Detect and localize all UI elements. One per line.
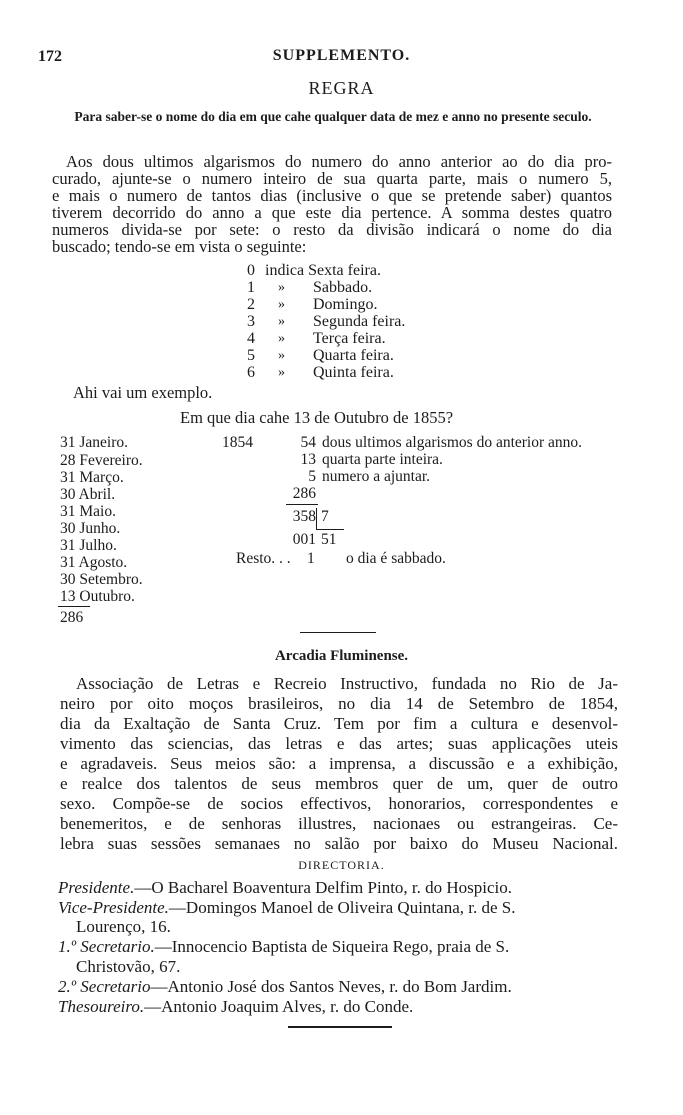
month-entry: 31 Agosto. (60, 554, 128, 571)
calc-value: 5 (308, 468, 316, 485)
division-bracket (316, 508, 317, 530)
ditto-mark: » (278, 365, 285, 380)
paragraph-line: Associação de Letras e Recreio Instructivo, fundada no Rio de Ja- (76, 674, 618, 693)
sum-rule (58, 606, 90, 607)
calc-value: 54 (300, 434, 316, 451)
calc-note: dous ultimos algarismos do anterior anno. (322, 434, 583, 451)
paragraph-line: curado, ajunte-se o numero inteiro de sua quarta parte, mais o numero 5, (52, 169, 612, 188)
member-text: Christovão, 67. (76, 957, 181, 976)
month-entry: 30 Junho. (60, 520, 121, 537)
example-question: Em que dia cahe 13 de Outubro de 1855? (180, 408, 454, 427)
weekday-name: Segunda feira. (313, 313, 406, 330)
section-subtitle-regra: Para saber-se o nome do dia em que cahe qualquer data de mez e anno no presente seculo. (74, 109, 592, 124)
directoria-entry (76, 917, 636, 937)
paragraph-line: Aos dous ultimos algarismos do numero do anno anterior ao do dia pro- (66, 152, 612, 171)
member-text: —Innocencio Baptista de Siqueira Rego, praia de S. (154, 937, 510, 956)
month-entry: 30 Setembro. (60, 571, 143, 588)
calc-value: 286 (292, 485, 316, 502)
calc-note: numero a ajuntar. (322, 468, 431, 485)
ditto-mark: » (278, 297, 285, 312)
section-divider (300, 632, 376, 633)
paragraph-line: lebra suas sessões semanaes no salão por baixo do Museu Nacional. (60, 834, 618, 853)
weekday-number: 3 (247, 313, 255, 330)
directoria-entry (58, 878, 618, 898)
month-entry: 31 Janeiro. (60, 434, 129, 451)
role-label: 1.º Secretario. (58, 937, 155, 956)
calc-year: 1854 (222, 434, 253, 451)
weekday-name: Sabbado. (313, 279, 373, 296)
month-total: 286 (60, 609, 84, 626)
weekday-number: 1 (247, 279, 255, 296)
member-text: —Domingos Manoel de Oliveira Quintana, r. de S. (168, 898, 516, 917)
calc-note: quarta parte inteira. (322, 451, 443, 468)
weekday-name: Terça feira. (313, 330, 386, 347)
month-entry: 31 Maio. (60, 503, 116, 520)
directoria-entry (58, 898, 618, 918)
ditto-mark: » (278, 348, 285, 363)
directoria-entry (76, 957, 636, 977)
calc-quotient: 51 (321, 531, 337, 548)
weekday-name: Domingo. (313, 296, 378, 313)
page-number: 172 (38, 48, 62, 65)
sum-rule (286, 504, 318, 505)
month-entry: 31 Julho. (60, 537, 117, 554)
paragraph-line: benemeritos, e de senhoras illustres, nacionaes ou estrangeiras. Ce- (60, 814, 618, 833)
ditto-mark: » (278, 331, 285, 346)
paragraph-line: tiverem decorrido do anno a que este dia pertence. A somma destes quatro (52, 203, 612, 222)
ditto-mark: » (278, 280, 285, 295)
weekday-number: 0 (247, 262, 255, 279)
directoria-entry (58, 937, 618, 957)
paragraph-line: buscado; tendo-se em vista o seguinte: (52, 237, 307, 256)
calc-sum: 358 (292, 508, 316, 525)
paragraph-line: sexo. Compõe-se de socios effectivos, honorarios, correspondentes e (60, 794, 618, 813)
member-text: —O Bacharel Boaventura Delfim Pinto, r. do Hospicio. (134, 878, 513, 897)
section-title-regra: REGRA (308, 78, 375, 98)
weekday-number: 6 (247, 364, 255, 381)
directoria-heading: DIRECTORIA. (298, 858, 385, 872)
weekday-name: indica Sexta feira. (265, 262, 381, 279)
resto-label: Resto. . . (236, 550, 291, 567)
resto-value: 1 (307, 550, 315, 567)
role-label: Vice-Presidente. (58, 898, 169, 917)
calc-remainder-line: 001 (292, 531, 316, 548)
directoria-entry (58, 997, 618, 1017)
closing-rule (288, 1026, 392, 1028)
month-entry: 28 Fevereiro. (60, 452, 143, 469)
month-entry: 30 Abril. (60, 486, 116, 503)
role-label: 2.º Secretario (58, 977, 151, 996)
weekday-name: Quinta feira. (313, 364, 394, 381)
paragraph-line: e mais o numero de tantos dias (inclusive o que se pretende saber) quantos (52, 186, 612, 205)
role-label: Presidente. (58, 878, 135, 897)
member-text: —Antonio José dos Santos Neves, r. do Bom Jardim. (150, 977, 512, 996)
calc-divisor: 7 (321, 508, 329, 525)
weekday-number: 5 (247, 347, 255, 364)
calc-value: 13 (300, 451, 316, 468)
paragraph-line: e agradaveis. Seus meios são: a imprensa, a discussão e a exhibição, (60, 754, 618, 773)
section-title-arcadia: Arcadia Fluminense. (274, 648, 409, 664)
directoria-entry (58, 977, 618, 997)
member-text: Lourenço, 16. (76, 917, 171, 936)
running-title: SUPPLEMENTO. (272, 47, 411, 64)
role-label: Thesoureiro. (58, 997, 145, 1016)
example-intro: Ahi vai um exemplo. (73, 383, 213, 402)
paragraph-line: neiro por oito moços brasileiros, no dia 14 de Setembro de 1854, (60, 694, 618, 713)
ditto-mark: » (278, 314, 285, 329)
weekday-number: 2 (247, 296, 255, 313)
weekday-name: Quarta feira. (313, 347, 394, 364)
division-rule (316, 529, 344, 530)
member-text: —Antonio Joaquim Alves, r. do Conde. (144, 997, 414, 1016)
month-entry: 13 Outubro. (60, 588, 135, 605)
paragraph-line: e realce dos talentos de seus membros quer de um, quer de outro (60, 774, 618, 793)
result-text: o dia é sabbado. (346, 550, 446, 567)
month-entry: 31 Março. (60, 469, 124, 486)
paragraph-line: numeros divida-se por sete: o resto da divisão indicará o nome do dia (52, 220, 612, 239)
weekday-number: 4 (247, 330, 255, 347)
paragraph-line: vimento das sciencias, das letras e das artes; suas applicações uteis (60, 734, 618, 753)
paragraph-line: dia da Exaltação de Santa Cruz. Tem por fim a cultura e desenvol- (60, 714, 618, 733)
